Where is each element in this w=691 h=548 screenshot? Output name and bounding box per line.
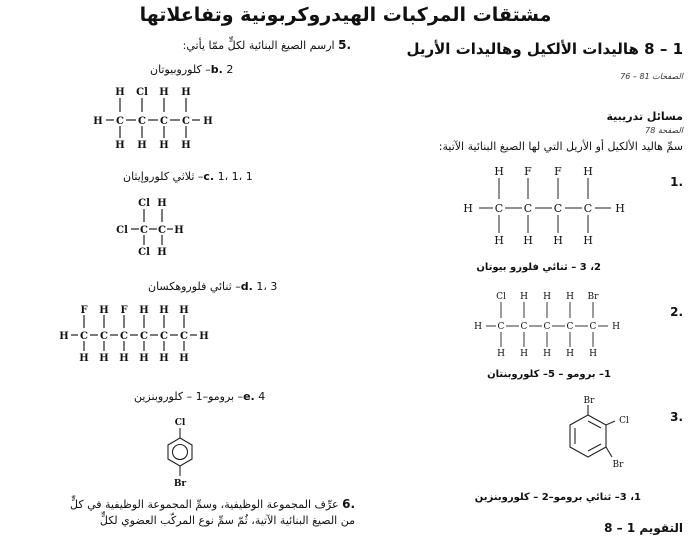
atom-label: H [497,349,505,359]
atom-label: C [497,322,505,332]
atom-label: C [523,202,533,215]
atom-label: Cl [496,292,506,302]
atom-label: H [159,87,169,98]
item-1-number: .1 [670,175,683,189]
atom-label: H [159,353,169,364]
molecule-3-structure [560,395,640,480]
question-6-line-1: عرِّف المجموعة الوظيفية، وسمِّ المجموعة الوظيفية في كلٍّ [70,498,339,511]
atom-label: C [494,202,504,215]
atom-label: C [520,322,528,332]
atom-label: Br [587,292,599,302]
atom-label: Br [173,479,187,489]
section-pages: الصفحات 81 – 76 [620,72,683,81]
atom-label: Cl [619,416,629,426]
question-5-number: .5 [338,38,351,52]
item-2-number: .2 [670,305,683,319]
atom-label: H [137,140,147,151]
atom-label: C [140,331,148,342]
part-c-text: 1، 1، 1– ثلاثي كلوروإيثان [123,170,253,183]
question-5 [136,38,351,52]
atom-label: H [463,202,473,215]
atom-label: C [182,116,190,127]
atom-label: H [139,305,149,316]
part-d [148,280,277,293]
part-c [123,170,253,183]
atom-label: H [157,247,167,258]
molecule-c-structure [115,196,190,261]
atom-label: C [553,202,563,215]
atom-label: Br [583,396,595,406]
part-d-text: 1، 3– ثنائي فلوروهكسان [148,280,278,293]
atom-label: H [59,331,69,342]
part-c-label: c. [203,170,215,183]
part-e-text: 4– برومو–1 – كلوروبنزين [134,390,266,403]
atom-label: Cl [174,418,186,428]
atom-label: H [179,305,189,316]
part-e-label: e. [243,390,255,403]
atom-label: H [589,349,597,359]
atom-label: C [543,322,551,332]
atom-label: C [160,331,168,342]
question-6-number: .6 [342,497,355,511]
molecule-e-structure [160,414,200,494]
molecule-2-structure [468,286,643,361]
question-6 [20,496,355,529]
atom-label: H [181,140,191,151]
atom-label: F [120,305,128,316]
atom-label: Cl [136,87,148,98]
atom-label: F [80,305,88,316]
atom-label: H [174,225,184,236]
atom-label: C [100,331,108,342]
atom-label: H [203,116,213,127]
atom-label: C [589,322,597,332]
atom-label: H [119,353,129,364]
atom-label: H [553,234,563,247]
atom-label: H [159,140,169,151]
page-title: مشتقات المركبات الهيدروكربونية وتفاعلاتها [139,4,552,26]
atom-label: H [523,234,533,247]
atom-label: H [566,292,574,302]
atom-label: H [543,292,551,302]
molecule-b-structure [88,84,228,154]
item-2-answer: 1– برومو – 5– كلوروبنتان [487,369,611,380]
atom-label: H [583,165,593,178]
section-title: 1 – 8 هاليدات الألكيل وهاليدات الأريل [406,40,683,58]
atom-label: C [158,225,166,236]
atom-label: H [612,322,620,332]
molecule-1-structure [455,158,650,248]
atom-label: H [583,234,593,247]
atom-label: C [180,331,188,342]
atom-label: H [543,349,551,359]
item-3-answer: 1، 3– ثنائي برومو–2 – كلوروبنزين [474,492,641,503]
item-3-number: .3 [670,410,683,424]
atom-label: C [138,116,146,127]
atom-label: C [566,322,574,332]
atom-label: H [615,202,625,215]
question-5-text: ارسم الصيغ البنائية لكلٍّ ممّا يأتي: [182,39,335,52]
item-1-answer: 2، 3 – ثنائي فلورو بيوتان [476,262,601,273]
atom-label: C [120,331,128,342]
atom-label: H [79,353,89,364]
atom-label: H [139,353,149,364]
question-6-line-2: من الصيغ البنائية الآتية، ثُمّ سمِّ نوع المركّب العضوي لكلٍّ [99,514,355,527]
atom-label: H [115,140,125,151]
atom-label: H [520,349,528,359]
atom-label: Cl [116,225,128,236]
atom-label: C [116,116,124,127]
atom-label: H [99,353,109,364]
part-b-label: b. [210,63,223,76]
atom-label: H [199,331,209,342]
practice-title: مسائل تدريبية [606,110,683,123]
part-d-label: d. [240,280,253,293]
part-e [134,390,265,403]
atom-label: H [474,322,482,332]
part-b [150,63,233,76]
practice-page: الصفحة 78 [645,126,683,135]
instruction: سمِّ هاليد الألكيل أو الأريل التي لها الصيغ البنائية الآتية: [438,140,683,153]
atom-label: F [554,165,562,178]
molecule-d-structure [55,304,225,364]
evaluation-title: التقويم 1 – 8 [604,521,683,535]
atom-label: H [157,198,167,209]
atom-label: H [494,165,504,178]
atom-label: C [140,225,148,236]
atom-label: C [80,331,88,342]
atom-label: C [160,116,168,127]
atom-label: F [524,165,532,178]
atom-label: H [520,292,528,302]
atom-label: H [115,87,125,98]
atom-label: C [583,202,593,215]
part-b-text: 2– كلوروبيوتان [150,63,234,76]
atom-label: Cl [138,247,150,258]
atom-label: H [494,234,504,247]
atom-label: H [99,305,109,316]
atom-label: H [566,349,574,359]
atom-label: H [159,305,169,316]
atom-label: Br [612,460,624,470]
atom-label: Cl [138,198,150,209]
atom-label: H [93,116,103,127]
atom-label: H [181,87,191,98]
atom-label: H [179,353,189,364]
